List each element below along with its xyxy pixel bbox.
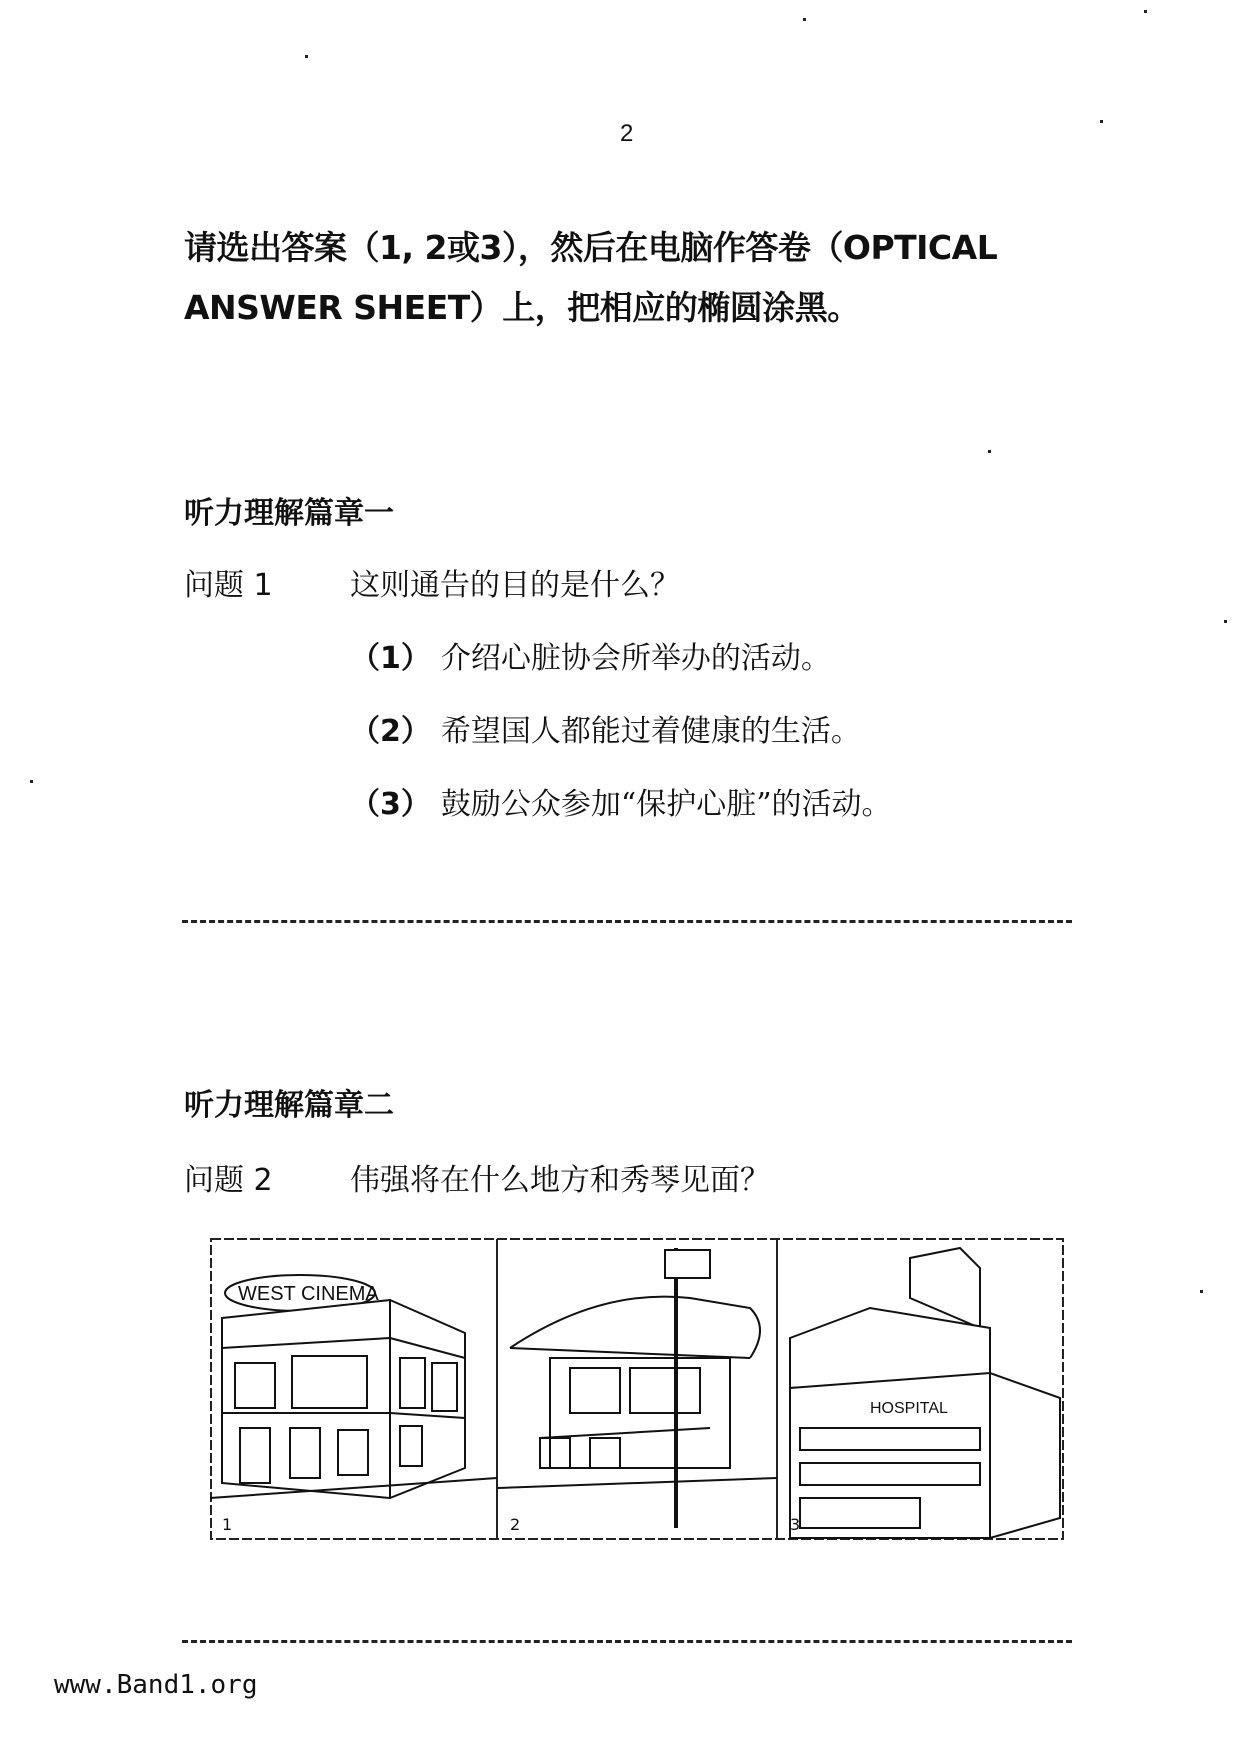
picture-2-number: 2 [510,1515,521,1534]
scan-speck [30,780,33,783]
question-2-picture-options [210,1238,1064,1540]
scan-speck [1144,10,1147,13]
option-number: （3） [350,787,431,822]
bottom-divider [182,1640,1072,1643]
question-2-label: 问题 2 [184,1163,273,1198]
option-number: （1） [350,641,431,676]
option-text: 介绍心脏协会所举办的活动。 [440,641,831,676]
scan-speck [305,55,308,58]
question-1-option-1[interactable] [350,633,831,677]
scan-speck [988,450,991,453]
section-2-heading: 听力理解篇章二 [184,1088,394,1123]
section-1-heading: 听力理解篇章一 [184,496,394,531]
scan-speck [1224,620,1227,623]
footer-website-link[interactable]: www.Band1.org [54,1670,258,1700]
picture-1-sign: WEST CINEMA [238,1283,379,1305]
scan-speck [803,18,806,21]
question-1-option-2[interactable] [350,706,861,750]
picture-1-number: 1 [222,1515,233,1534]
question-1-label: 问题 1 [184,568,273,603]
option-text: 鼓励公众参加“保护心脏”的活动。 [440,787,892,822]
scan-speck [1100,120,1103,123]
question-1-option-3[interactable] [350,779,892,823]
question-2-text: 伟强将在什么地方和秀琴见面？ [350,1163,770,1198]
page-number: 2 [620,120,634,147]
instruction-text: 请选出答案（1, 2或3），然后在电脑作答卷（OPTICAL ANSWER SHEET）上，把相应的椭圆涂黑。 [184,228,998,327]
option-text: 希望国人都能过着健康的生活。 [440,714,861,749]
picture-3-number: 3 [790,1515,801,1534]
picture-3-sign: HOSPITAL [870,1400,948,1417]
scan-speck [1200,1290,1203,1293]
option-number: （2） [350,714,431,749]
question-1-text: 这则通告的目的是什么？ [350,568,680,603]
section-divider [182,920,1072,923]
